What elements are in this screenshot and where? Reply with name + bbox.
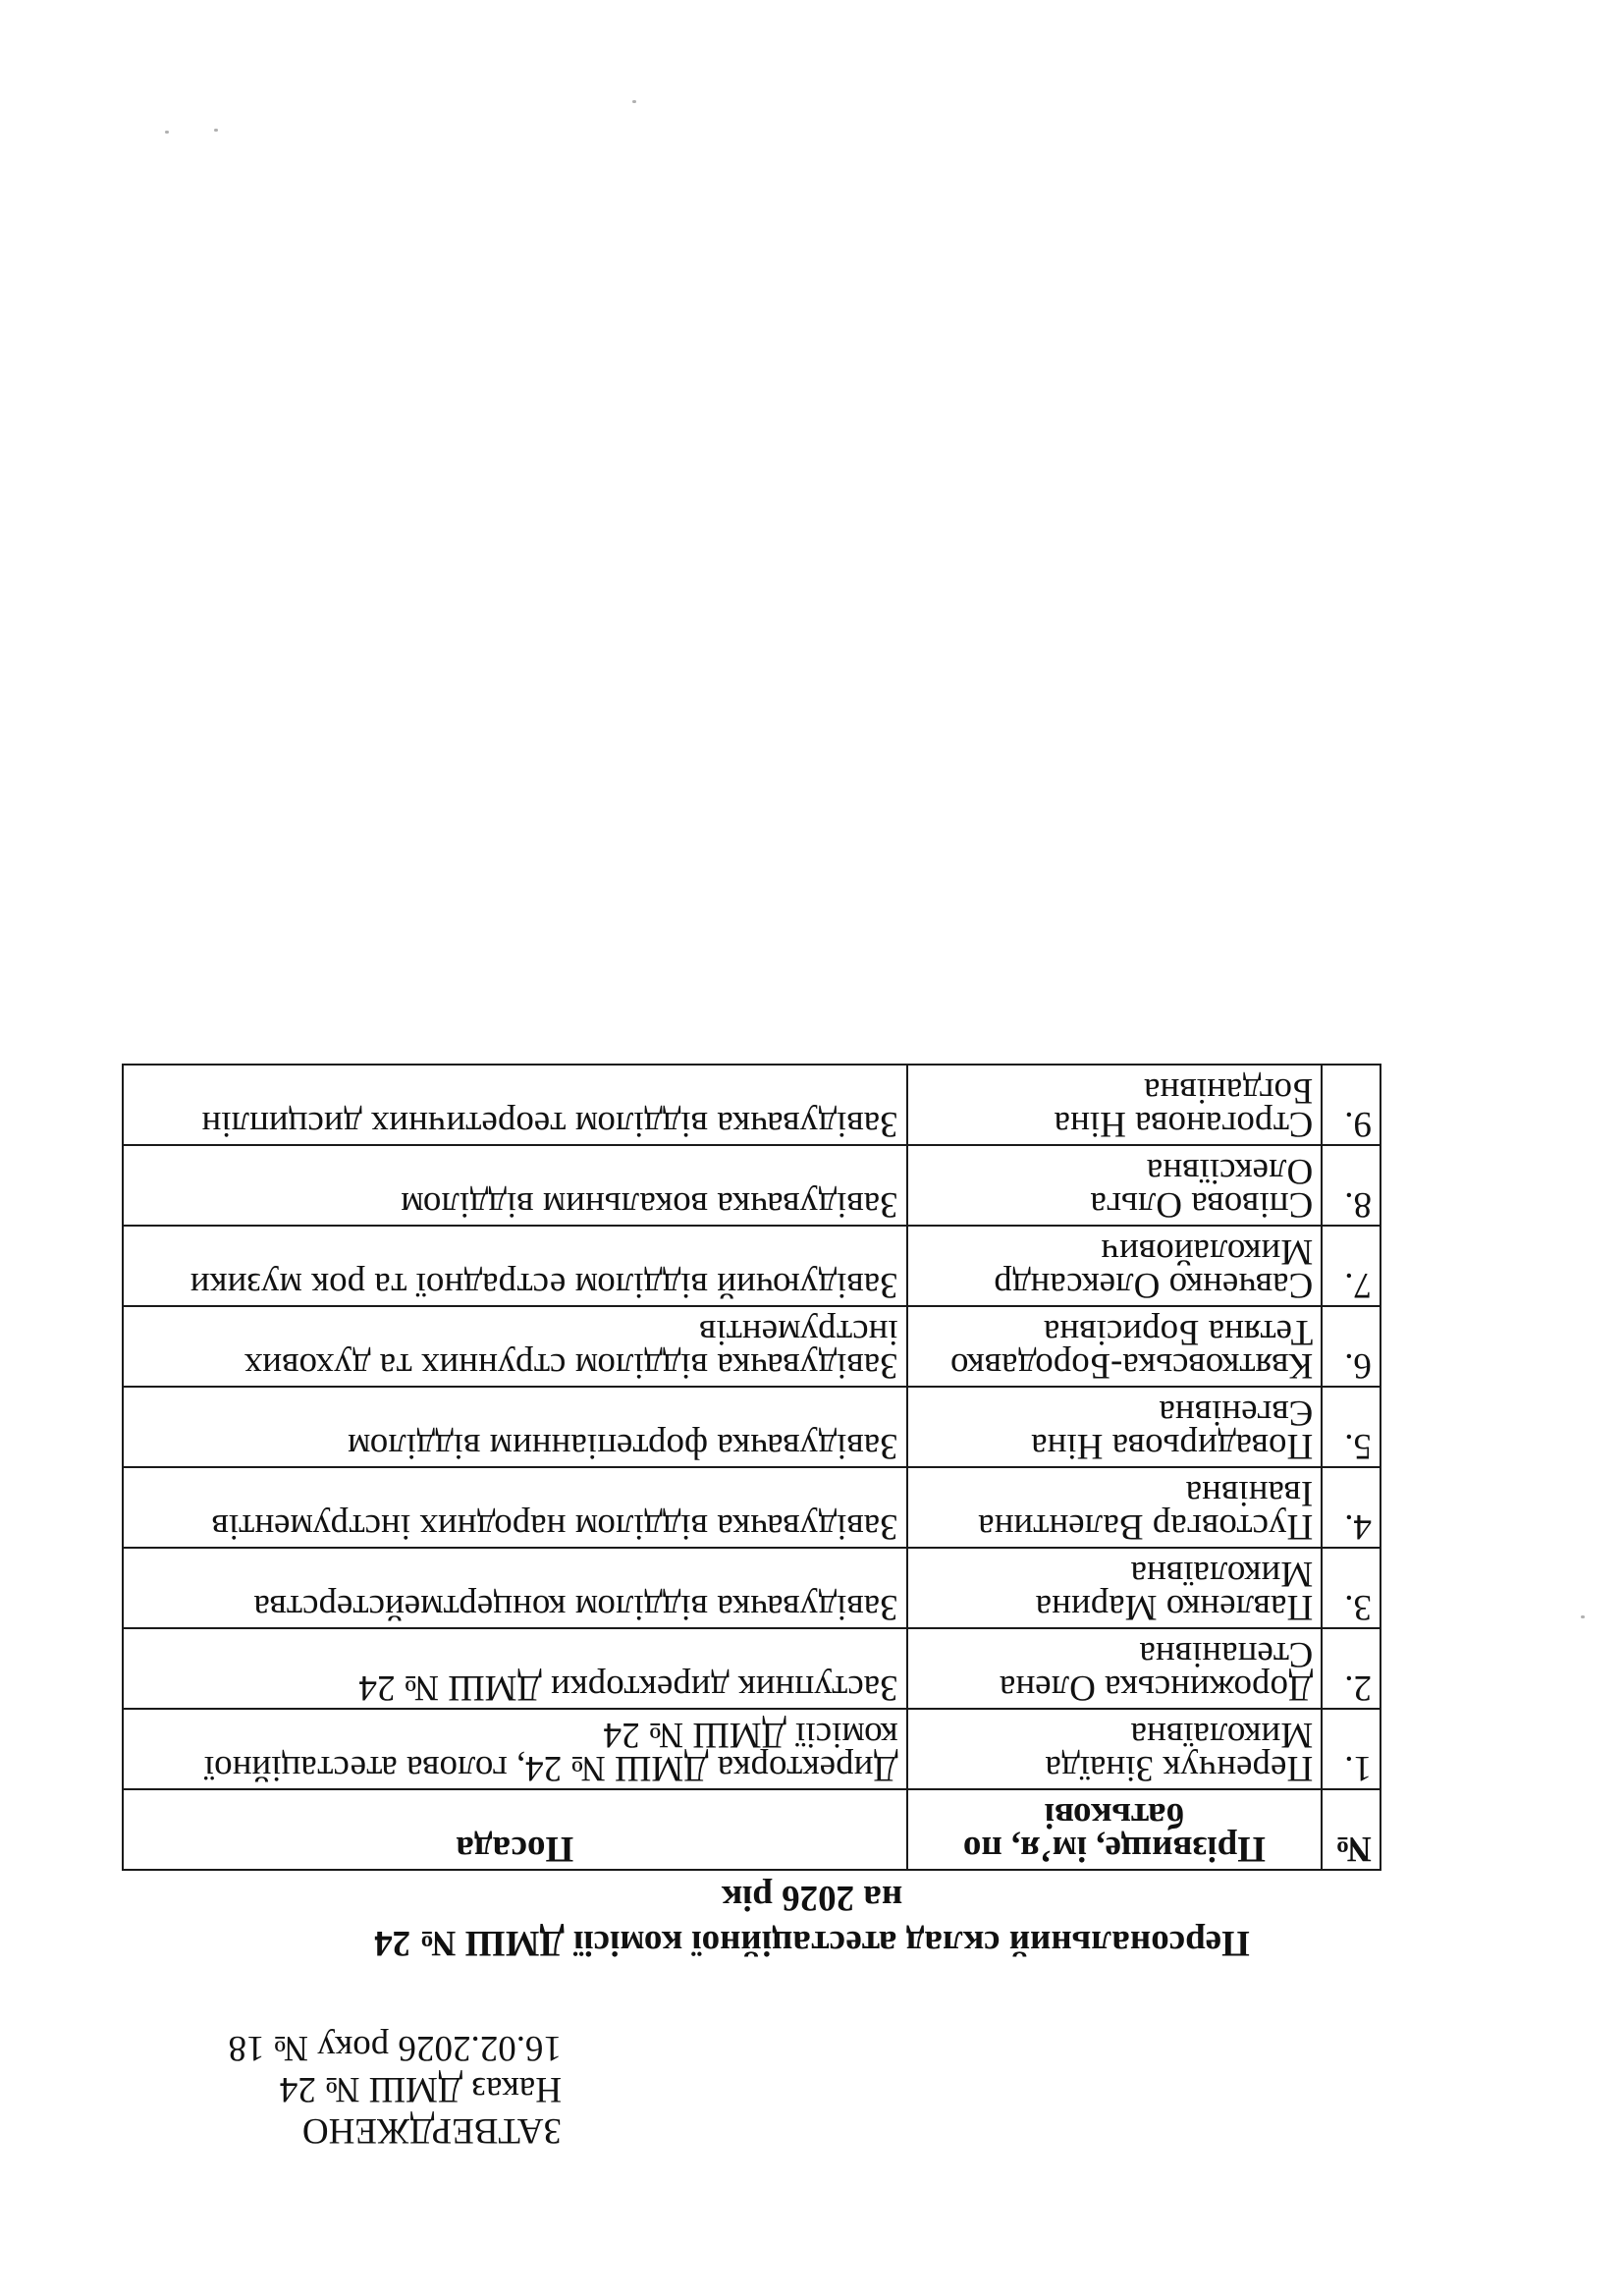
scan-speck: [1581, 1615, 1585, 1618]
table-row: [123, 1387, 1380, 1467]
scan-speck: [165, 131, 169, 134]
row-number: 4.: [1322, 1467, 1380, 1548]
row-number: 8.: [1322, 1145, 1380, 1226]
member-position: Завідувачка відділом теоретичних дисциплін: [123, 1065, 907, 1145]
member-name: Перенчук Зінаїда Миколаївна: [907, 1709, 1323, 1789]
member-name: Савченко Олександр Миколайович: [907, 1226, 1323, 1306]
member-position: Директорка ДМШ № 24, голова атестаційної комісії ДМШ № 24: [123, 1709, 907, 1789]
row-number: 3.: [1322, 1548, 1380, 1628]
table-row: [123, 1628, 1380, 1709]
order-date-number: 16.02.2026 року № 18: [228, 2028, 562, 2068]
order-reference: Наказ ДМШ № 24: [279, 2069, 562, 2109]
row-number: 2.: [1322, 1628, 1380, 1709]
header-full-name: Прізвище, ім’я, по батькові: [907, 1789, 1323, 1870]
title-line-1: Персональний склад атестаційної комісії ДМШ № 24: [374, 1923, 1250, 1963]
document-title: [0, 1875, 1624, 1965]
table-header-row: [123, 1789, 1380, 1870]
scan-speck: [214, 129, 218, 132]
row-number: 1.: [1322, 1709, 1380, 1789]
member-position: Заступник директорки ДМШ № 24: [123, 1628, 907, 1709]
member-name: Дорожинська Олена Степанівна: [907, 1628, 1323, 1709]
row-number: 7.: [1322, 1226, 1380, 1306]
header-number: №: [1322, 1789, 1380, 1870]
table-row: [123, 1226, 1380, 1306]
member-position: Завідувачка вокальним відділом: [123, 1145, 907, 1226]
scan-speck: [632, 100, 636, 103]
header-position: Посада: [123, 1789, 907, 1870]
table-row: [123, 1548, 1380, 1628]
member-position: Завідувачка відділом народних інструментів: [123, 1467, 907, 1548]
member-name: Павленко Марина Миколаївна: [907, 1548, 1323, 1628]
approval-stamp-block: [228, 2027, 562, 2151]
row-number: 5.: [1322, 1387, 1380, 1467]
row-number: 9.: [1322, 1065, 1380, 1145]
member-name: Співова Ольга Олексіївна: [907, 1145, 1323, 1226]
member-position: Завідувачка фортепіанним відділом: [123, 1387, 907, 1467]
member-name: Пустовгар Валентина Іванівна: [907, 1467, 1323, 1548]
table-row: [123, 1467, 1380, 1548]
member-position: Завідувачка відділом струнних та духових інструментів: [123, 1306, 907, 1387]
table-row: [123, 1306, 1380, 1387]
commission-table: [122, 1064, 1381, 1871]
table-row: [123, 1065, 1380, 1145]
member-name: Квятковська-Бородавко Тетяна Борисівна: [907, 1306, 1323, 1387]
member-position: Завідуючий відділом естрадної та рок музики: [123, 1226, 907, 1306]
approval-heading: ЗАТВЕРДЖЕНО: [301, 2110, 562, 2151]
table-row: [123, 1709, 1380, 1789]
member-position: Завідувачка відділом концертмейстерства: [123, 1548, 907, 1628]
row-number: 6.: [1322, 1306, 1380, 1387]
member-name: Повадирьова Ніна Євгенівна: [907, 1387, 1323, 1467]
table-row: [123, 1145, 1380, 1226]
title-line-2: на 2026 рік: [721, 1878, 903, 1918]
member-name: Строганова Ніна Богданівна: [907, 1065, 1323, 1145]
